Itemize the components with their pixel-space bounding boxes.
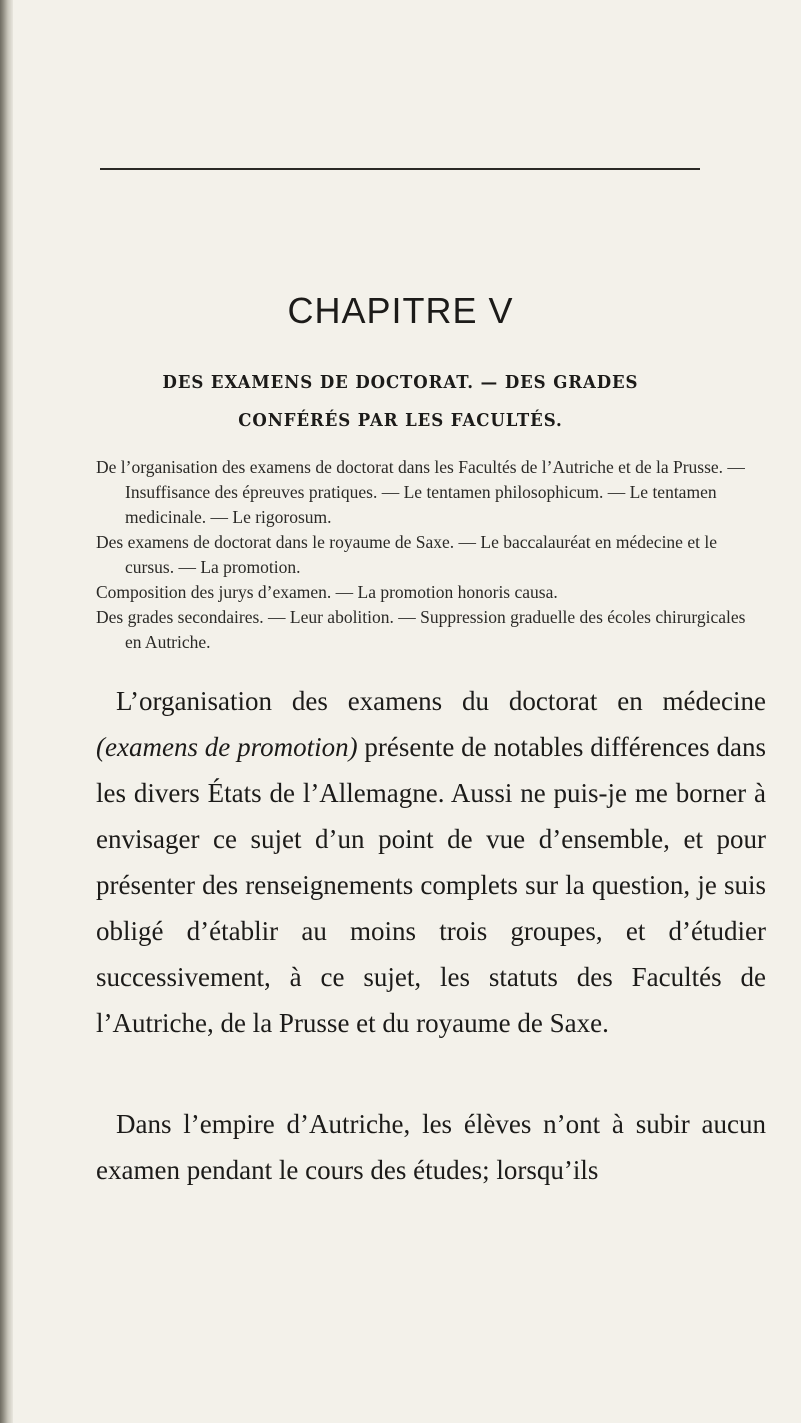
- summary-paragraph-4: Des grades secondaires. — Leur abolition. — Suppression graduelle des écoles chirurgicales en Autriche.: [96, 607, 746, 652]
- top-rule: [100, 168, 700, 170]
- summary-paragraph-2: Des examens de doctorat dans le royaume de Saxe. — Le baccalauréat en médecine et le cursus. — La promotion.: [96, 532, 717, 577]
- section-heading-line-2: CONFÉRÉS PAR LES FACULTÉS.: [238, 410, 563, 431]
- section-heading-line-1: DES EXAMENS DE DOCTORAT. — DES GRADES: [162, 372, 639, 393]
- body-paragraph-1-italic: (examens de promotion): [96, 732, 358, 762]
- summary-paragraph-1: De l’organisation des examens de doctorat dans les Facultés de l’Autriche et de la Prusse. — Insuffisance des épreuves pratiques. — Le tentamen philosophicum. — Le tentamen medicinale. — Le rigorosum.: [96, 457, 745, 527]
- chapter-title: CHAPITRE V: [287, 290, 514, 331]
- body-paragraph-1-rest: présente de notables différences dans les divers États de l’Allemagne. Aussi ne puis-je me borner à envisager ce sujet d’un point de vue d’ensemble, et pour présenter des renseignements complets sur la question, je suis obligé d’établir au moins trois groupes, et d’étudier successivement, à ce sujet, les statuts des Facultés de l’Autriche, de la Prusse et du royaume de Saxe.: [96, 732, 766, 1038]
- body-paragraph-1: [96, 678, 766, 1046]
- book-binding-edge: [0, 0, 13, 1423]
- chapter-summary: [96, 455, 756, 655]
- summary-paragraph-3: Composition des jurys d’examen. — La promotion honoris causa.: [96, 582, 558, 602]
- body-paragraph-1-intro: L’organisation des examens du doctorat en médecine: [116, 686, 766, 716]
- body-paragraph-2: Dans l’empire d’Autriche, les élèves n’ont à subir aucun examen pendant le cours des études; lorsqu’ils: [96, 1109, 766, 1185]
- body-text: [96, 678, 766, 1193]
